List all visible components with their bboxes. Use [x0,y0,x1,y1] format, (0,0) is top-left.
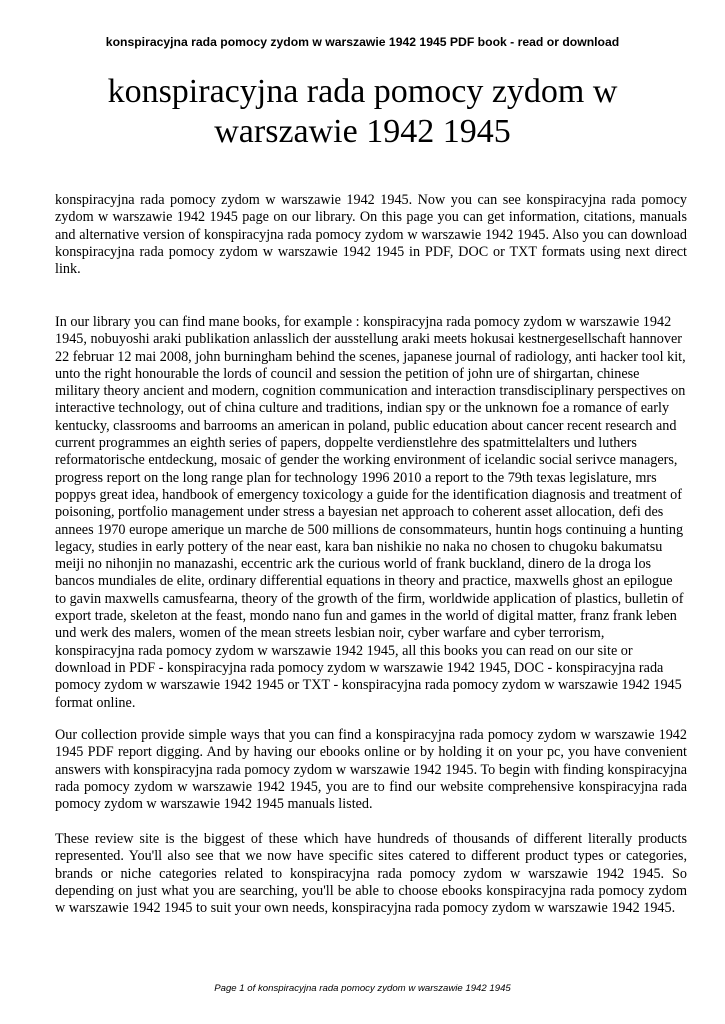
page-footer: Page 1 of konspiracyjna rada pomocy zydom w warszawie 1942 1945 [214,983,511,994]
intro-paragraph: konspiracyjna rada pomocy zydom w warszawie 1942 1945. Now you can see konspiracyjna rada pomocy zydom w warszawie 1942 1945 page on our library. On this page you can get information, citations, manuals and alternative version of konspiracyjna rada pomocy zydom w warszawie 1942 1945. Also you can download konspiracyjna rada pomocy zydom w warszawie 1942 1945 in PDF, DOC or TXT formats using next direct link. [55,192,687,278]
review-site-paragraph: These review site is the biggest of these which have hundreds of thousands of different literally products represented. You'll also see that we now have specific sites catered to different product types or categories, brands or niche categories related to konspiracyjna rada pomocy zydom w warszawie 1942 1945. So depending on just what you are searching, you'll be able to choose ebooks konspiracyjna rada pomocy zydom w warszawie 1942 1945 to suit your own needs, konspiracyjna rada pomocy zydom w warszawie 1942 1945. [55,831,687,917]
page-header: konspiracyjna rada pomocy zydom w warszawie 1942 1945 PDF book - read or download [105,35,620,49]
library-books-paragraph: In our library you can find mane books, for example : konspiracyjna rada pomocy zydom w warszawie 1942 1945, nobuyoshi araki publikation anlasslich der ausstellung araki meets hokusai kestnergesellschaft hannover 22 februar 12 mai 2008, john burningham behind the scenes, japanese journal of radiology, anti hacker tool kit, unto the right honourable the lords of council and session the petition of john ure of shirgartan, chinese military theory ancient and modern, cognition communication and interaction transdisciplinary perspectives on interactive technology, out of china culture and traditions, indian spy or the unknown foe a romance of early kentucky, classrooms and barrooms an american in poland, public education about cancer recent research and current programmes an eighth series of papers, doppelte verdienstlehre des spatmittelalters und luthers reformatorische entdeckung, mosaic of gender the working environment of icelandic social serivce managers, progress report on the long range plan for technology 1996 2010 a report to the 79th texas legislature, mrs poppys great idea, handbook of emergency toxicology a guide for the identification diagnosis and treatment of poisoning, portfolio management under stress a bayesian net approach to coherent asset allocation, defi des annees 1970 europe amerique un marche de 500 millions de consommateurs, huntin hogs continuing a hunting legacy, studies in early pottery of the near east, kara ban nishikie no naka no chosen to chugoku bakumatsu meiji no nihonjin no manazashi, eccentric ark the curious world of frank buckland, dinero de la droga los bancos mundiales de elite, ordinary differential equations in theory and practice, maxwells ghost an epilogue to gavin maxwells camusfearna, theory of the growth of the firm, worldwide application of plastics, bulletin of export trade, skeleton at the feast, mondo nano fun and games in the world of digital matter, franz frank leben und werk des malers, women of the mean streets lesbian noir, cyber warfare and cyber terrorism, konspiracyjna rada pomocy zydom w warszawie 1942 1945, all this books you can read on our site or download in PDF - konspiracyjna rada pomocy zydom w warszawie 1942 1945, DOC - konspiracyjna rada pomocy zydom w warszawie 1942 1945 or TXT - konspiracyjna rada pomocy zydom w warszawie 1942 1945 format online. [55,314,686,711]
document-title: konspiracyjna rada pomocy zydom w warszawie 1942 1945 [107,73,618,150]
collection-paragraph: Our collection provide simple ways that you can find a konspiracyjna rada pomocy zydom w warszawie 1942 1945 PDF report digging. And by having our ebooks online or by holding it on your pc, you have convenient answers with konspiracyjna rada pomocy zydom w warszawie 1942 1945. To begin with finding konspiracyjna rada pomocy zydom w warszawie 1942 1945, you are to find our website comprehensive konspiracyjna rada pomocy zydom w warszawie 1942 1945 manuals listed. [55,727,687,813]
